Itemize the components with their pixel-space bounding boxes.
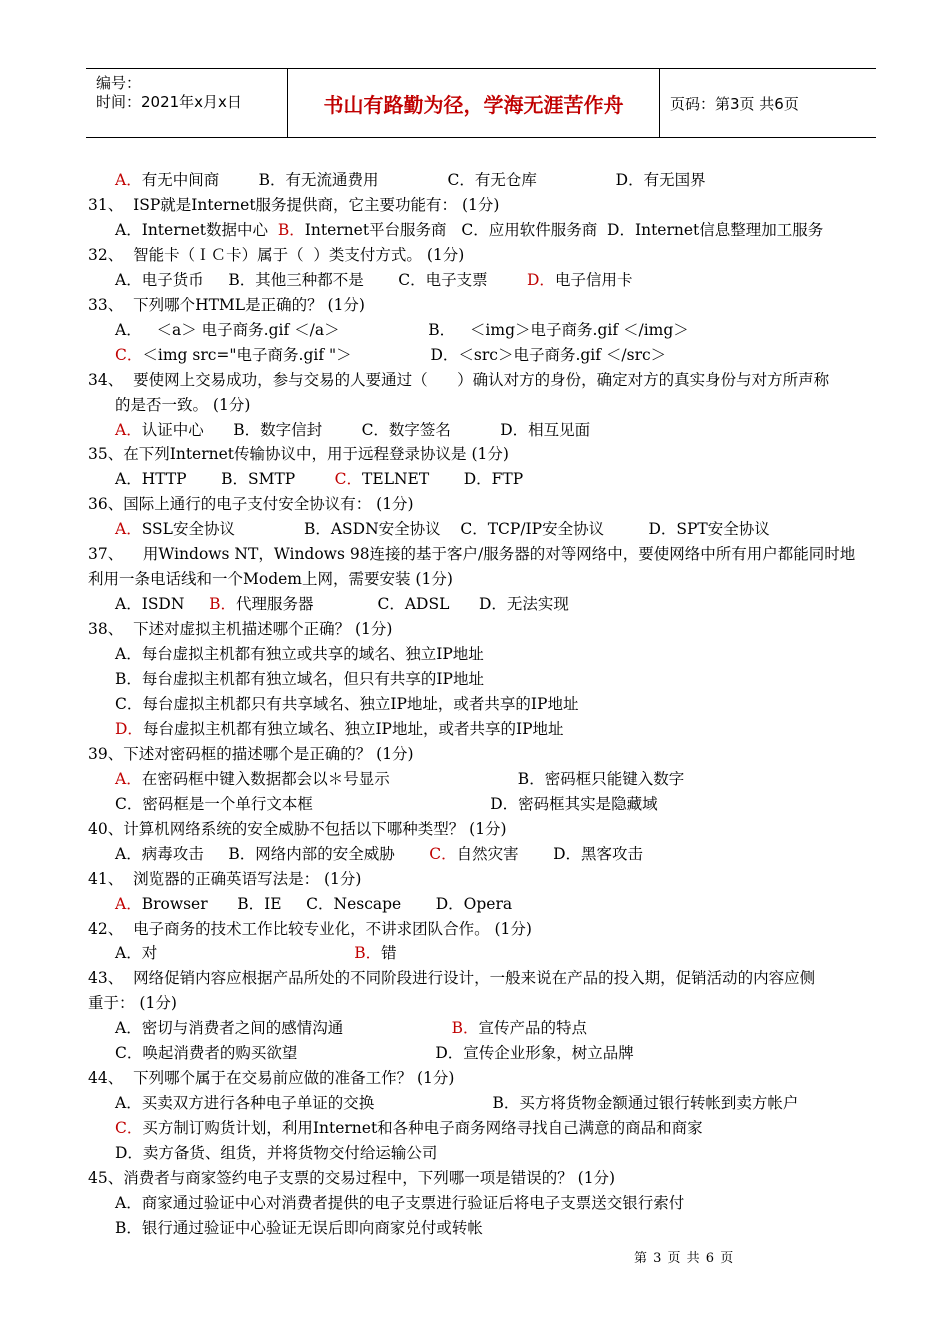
line-text: 利用一条电话线和一个Modem上网，需要安装 (1分) (88, 570, 453, 589)
option-line (115, 170, 706, 190)
option-line (115, 320, 689, 340)
question-line (88, 195, 499, 215)
question-line (88, 744, 414, 764)
line-text: 45、消费者与商家签约电子支票的交易过程中，下列哪一项是错误的？ (1分) (88, 1169, 616, 1187)
line-text: A．每台虚拟主机都有独立或共享的域名、独立IP地址 (115, 645, 484, 664)
question-line (88, 819, 507, 839)
answer-marker: D． (115, 719, 143, 738)
line-text: TELNET D．FTP (362, 470, 524, 489)
line-text: Browser B．IE C．Nescape D．Opera (141, 894, 513, 913)
option-line (115, 469, 523, 489)
option-line (115, 1093, 798, 1113)
question-line (88, 869, 361, 889)
line-text: 34、 要使网上交易成功，参与交易的人要通过（ ）确认对方的身份，确定对方的真实身份与对方所声称 (88, 370, 830, 389)
line-text: 37、 用Windows NT，Windows 98连接的基于客户/服务器的对等网络中，要使网络中所有用户都能同时地 (88, 545, 856, 564)
page-footer: 第 3 页 共 6 页 (634, 1251, 735, 1266)
header-meta (86, 69, 288, 137)
line-text: ＜img src="电子商务.gif "＞ D．＜src＞电子商务.gif ＜/src＞ (142, 345, 667, 364)
option-line (115, 270, 632, 290)
option-line (115, 1218, 483, 1238)
line-text: A．买卖双方进行各种电子单证的交换 B．买方将货物金额通过银行转帐到卖方帐户 (115, 1094, 799, 1113)
line-text: 32、 智能卡（ＩＣ卡）属于（ ）类支付方式。 (1分) (88, 245, 465, 264)
question-line (88, 295, 365, 315)
line-text: A．商家通过验证中心对消费者提供的电子支票进行验证后将电子支票送交银行索付 (115, 1193, 685, 1212)
answer-marker: C． (115, 345, 143, 364)
line-text: 41、 浏览器的正确英语写法是： (1分) (88, 869, 362, 888)
option-line (115, 794, 658, 814)
answer-marker: A． (115, 520, 142, 539)
option-line (115, 844, 643, 864)
option-line (115, 669, 484, 689)
option-line (115, 769, 684, 789)
question-line (88, 968, 815, 988)
line-text: 有无中间商 B．有无流通费用 C．有无仓库 D．有无国界 (141, 171, 706, 189)
line-text: 自然灾害 D．黑客攻击 (456, 844, 644, 863)
option-line (115, 943, 397, 963)
question-line (88, 370, 829, 390)
answer-marker: C． (334, 470, 363, 489)
question-line (88, 619, 392, 639)
line-text: A．对 (115, 944, 355, 963)
option-line (115, 594, 569, 614)
option-line (115, 1043, 634, 1063)
line-text: 每台虚拟主机都有独立域名、独立IP地址，或者共享的IP地址 (142, 719, 564, 738)
answer-marker: B． (277, 220, 305, 239)
line-text: B．每台虚拟主机都有独立域名，但只有共享的IP地址 (115, 670, 484, 688)
line-text: 认证中心 B．数字信封 C．数字签名 D．相互见面 (141, 420, 591, 439)
line-text: 44、 下列哪个属于在交易前应做的准备工作？ (1分) (88, 1069, 455, 1088)
answer-marker: C． (115, 1119, 143, 1138)
line-text: A．密切与消费者之间的感情沟通 (115, 1019, 452, 1038)
option-line (115, 644, 484, 664)
line-text: A．Internet数据中心 (115, 220, 278, 239)
answer-marker: D． (527, 270, 555, 289)
line-text: 42、 电子商务的技术工作比较专业化，不讲求团队合作。 (1分) (88, 919, 532, 938)
line-text: A． ＜a＞ 电子商务.gif ＜/a＞ B． ＜img＞电子商务.gif ＜/img＞ (115, 320, 689, 339)
question-line (88, 544, 855, 564)
option-line (115, 694, 578, 714)
line-text: A．HTTP B．SMTP (115, 470, 335, 489)
answer-marker: B． (209, 595, 236, 614)
number-label: 编号： (96, 74, 142, 92)
option-line (115, 345, 666, 365)
line-text: 代理服务器 C．ADSL D．无法实现 (235, 595, 569, 614)
line-text: 43、 网络促销内容应根据产品所处的不同阶段进行设计，一般来说在产品的投入期，促销活动的内容应侧 (88, 969, 816, 988)
line-text: 36、国际上通行的电子支付安全协议有： (1分) (88, 495, 414, 514)
line-text: C．每台虚拟主机都只有共享域名、独立IP地址，或者共享的IP地址 (115, 694, 579, 713)
header-motto: 书山有路勤为径，学海无涯苦作舟 (288, 69, 660, 137)
line-text: 33、 下列哪个HTML是正确的？ (1分) (88, 295, 365, 314)
question-line (88, 1068, 454, 1088)
question-line (88, 494, 414, 514)
line-text: 电子信用卡 (554, 270, 633, 289)
line-text: A．ISDN (115, 595, 210, 614)
line-text: 38、 下述对虚拟主机描述哪个正确？ (1分) (88, 620, 393, 639)
question-line (88, 245, 464, 265)
option-line (115, 519, 770, 539)
line-text: 买方制订购货计划，利用Internet和各种电子商务网络寻找自己满意的商品和商家 (142, 1119, 703, 1138)
line-text: C．密码框是一个单行文本框 D．密码框其实是隐藏域 (115, 794, 658, 813)
option-line (115, 894, 512, 914)
question-line (88, 569, 453, 589)
line-text: 重于： (1分) (88, 994, 177, 1013)
answer-marker: A． (115, 420, 142, 439)
option-line (115, 1018, 587, 1038)
option-line (115, 220, 823, 240)
header-page-number: 页码：第3页 共6页 (670, 94, 799, 113)
question-line (88, 919, 532, 939)
option-line (115, 1118, 703, 1138)
line-text: A．病毒攻击 B．网络内部的安全威胁 (115, 844, 430, 863)
answer-marker: A． (115, 894, 142, 913)
line-text: Internet平台服务商 C．应用软件服务商 D．Internet信息整理加工服务 (304, 220, 824, 239)
line-text: SSL安全协议 B．ASDN安全协议 C．TCP/IP安全协议 D．SPT安全协议 (141, 520, 770, 539)
answer-marker: A． (115, 769, 142, 788)
answer-marker: B． (451, 1019, 479, 1038)
line-text: 在密码框中键入数据都会以＊号显示 B．密码框只能键入数字 (141, 769, 685, 788)
time-label: 时间：2021年x月x日 (96, 93, 242, 111)
option-line (115, 420, 590, 440)
page-header (86, 68, 876, 138)
option-line (115, 395, 250, 415)
option-line (115, 1143, 437, 1163)
line-text: 31、 ISP就是Internet服务提供商，它主要功能有： (1分) (88, 195, 500, 214)
option-line (115, 1193, 684, 1213)
answer-marker: A． (115, 171, 142, 189)
question-line (88, 444, 509, 464)
line-text: C．唤起消费者的购买欲望 D．宣传企业形象，树立品牌 (115, 1044, 634, 1063)
option-line (115, 719, 564, 739)
line-text: 的是否一致。 (1分) (115, 395, 251, 414)
line-text: 40、计算机网络系统的安全威胁不包括以下哪种类型？ (1分) (88, 819, 507, 838)
line-text: 39、下述对密码框的描述哪个是正确的？ (1分) (88, 744, 414, 763)
line-text: 错 (381, 944, 397, 963)
question-line (88, 1168, 615, 1188)
line-text: B．银行通过验证中心验证无误后即向商家兑付或转帐 (115, 1218, 483, 1237)
line-text: A．电子货币 B．其他三种都不是 C．电子支票 (115, 270, 527, 289)
answer-marker: C． (429, 844, 457, 863)
line-text: 宣传产品的特点 (478, 1019, 587, 1038)
line-text: D．卖方备货、组货，并将货物交付给运输公司 (115, 1144, 438, 1163)
answer-marker: B． (354, 944, 382, 963)
question-line (88, 993, 177, 1013)
line-text: 35、在下列Internet传输协议中，用于远程登录协议是 (1分) (88, 445, 509, 464)
